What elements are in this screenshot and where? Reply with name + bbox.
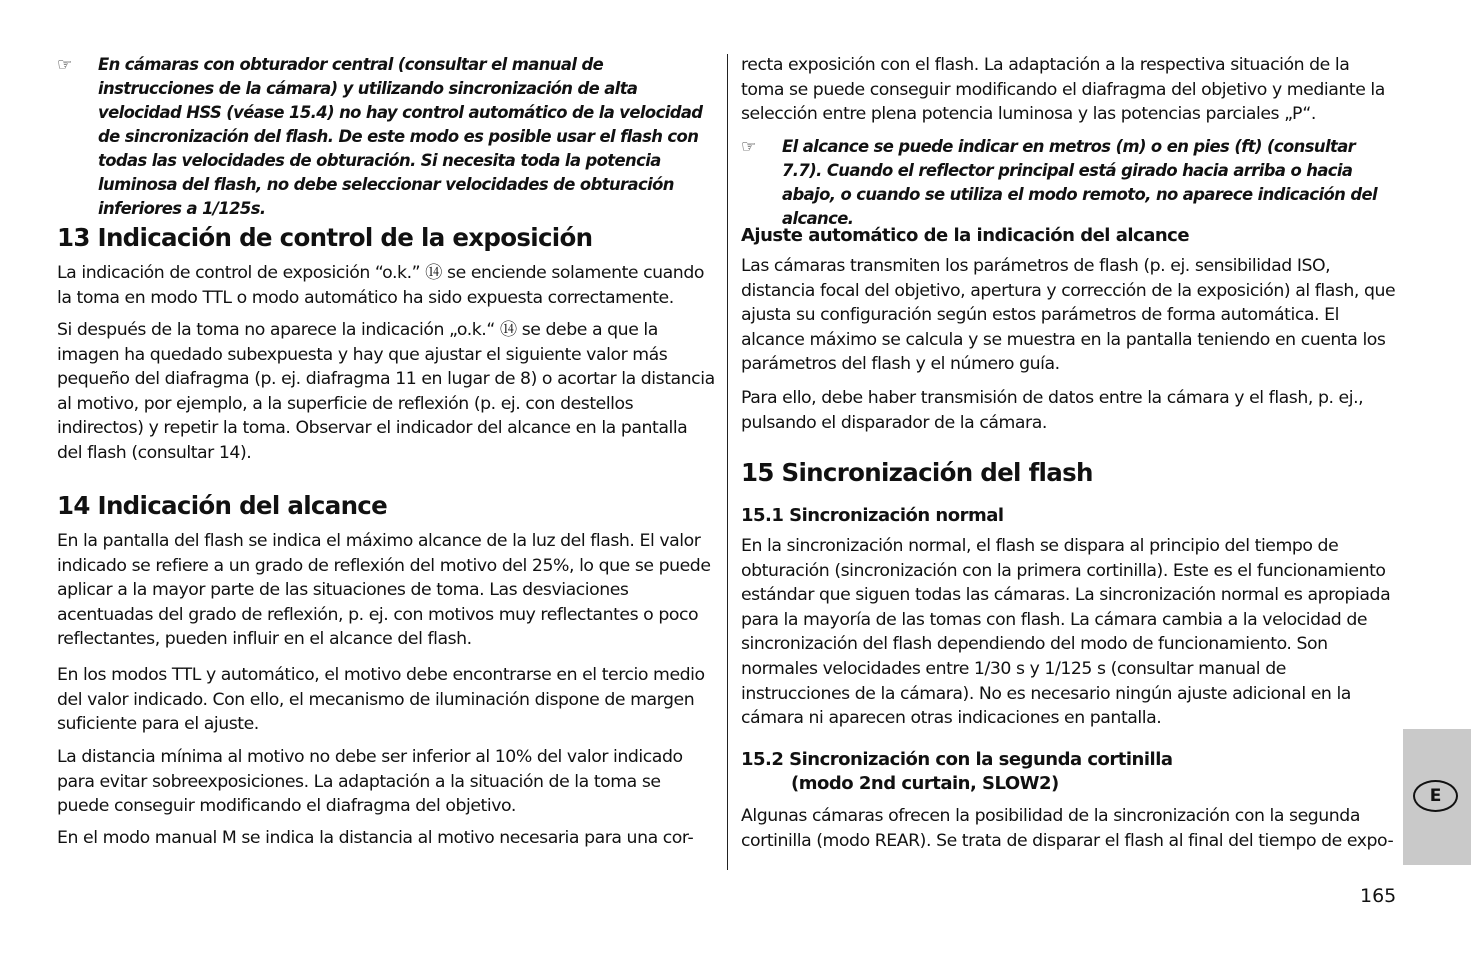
section-15-heading: 15 Sincronización del flash: [741, 458, 1093, 487]
language-tab: [1403, 729, 1471, 865]
section-15-2-heading-line-1: 15.2 Sincronización con la segunda cortinilla: [741, 749, 1173, 770]
section-13-paragraph-1: La indicación de control de exposición “o.k.” ⑭ se enciende solamente cuando la toma en modo TTL o modo automático ha sido expuesta correctamente.: [57, 263, 704, 308]
language-tab-letter: E: [1413, 780, 1458, 812]
section-15-1-heading: 15.1 Sincronización normal: [741, 505, 1004, 526]
note-hss: [57, 53, 717, 221]
section-14-paragraph-1: En la pantalla del flash se indica el máximo alcance de la luz del flash. El valor indicado se refiere a un grado de reflexión del motivo del 25%, lo que se puede aplicar a la mayor parte de las situaciones de toma. Las desviaciones acentuadas del grado de reflexión, p. ej. con motivos muy reflectantes o poco reflectantes, pueden influir en el alcance del flash.: [57, 531, 711, 650]
note-range-text: El alcance se puede indicar en metros (m) o en pies (ft) (consultar 7.7). Cuando el reflector principal está girado hacia arriba o hacia abajo, o cuando se utiliza el modo remoto, no aparece indicación del alcance.: [782, 137, 1378, 228]
section-14-paragraph-3: La distancia mínima al motivo no debe ser inferior al 10% del valor indicado para evitar sobreexposiciones. La adaptación a la situación de la toma se puede conseguir modificando el diafragma del objetivo.: [57, 747, 683, 817]
section-14-paragraph-2: En los modos TTL y automático, el motivo debe encontrarse en el tercio medio del valor indicado. Con ello, el mecanismo de iluminación dispone de margen suficiente para el ajuste.: [57, 665, 705, 735]
section-15-2-heading: [741, 748, 1397, 796]
section-15-2-paragraph: Algunas cámaras ofrecen la posibilidad de la sincronización con la segunda cortinilla (modo REAR). Se trata de disparar el flash al final del tiempo de expo-: [741, 806, 1394, 851]
column-divider: [727, 54, 728, 870]
section-14-paragraph-4-cont: recta exposición con el flash. La adaptación a la respectiva situación de la toma se puede conseguir modificando el diafragma del objetivo y mediante la selección entre plena potencia luminosa y las potencias parciales „P“.: [741, 55, 1385, 125]
pointing-hand-icon: ☞: [741, 137, 756, 157]
section-13-heading: 13 Indicación de control de la exposición: [57, 223, 593, 252]
section-15-1-paragraph: En la sincronización normal, el flash se dispara al principio del tiempo de obturación (sincronización con la primera cortinilla). Este es el funcionamiento estándar que siguen todas las cámaras. La sincronización normal es apropiada para la mayoría de las tomas con flash. La cámara cambia a la velocidad de sincronización del flash dependiendo del modo de funcionamiento. Son normales velocidades entre 1/30 s y 1/125 s (consultar manual de instrucciones de la cámara). No es necesario ningún ajuste adicional en la cámara ni aparecen otras indicaciones en pantalla.: [741, 536, 1391, 729]
auto-range-heading: Ajuste automático de la indicación del alcance: [741, 225, 1190, 246]
auto-range-paragraph-1: Las cámaras transmiten los parámetros de flash (p. ej. sensibilidad ISO, distancia focal del objetivo, apertura y corrección de la exposición) al flash, que ajusta su configuración según estos parámetros de forma automática. El alcance máximo se calcula y se muestra en la pantalla teniendo en cuenta los parámetros del flash y el número guía.: [741, 256, 1396, 375]
section-15-2-heading-line-2: (modo 2nd curtain, SLOW2): [791, 773, 1059, 794]
section-13-paragraph-2: Si después de la toma no aparece la indicación „o.k.“ ⑭ se debe a que la imagen ha quedado subexpuesta y hay que ajustar el siguiente valor más pequeño del diafragma (p. ej. diafragma 11 en lugar de 8) o acortar la distancia al motivo, por ejemplo, a la superficie de reflexión (p. ej. con destellos indirectos) y repetir la toma. Observar el indicador del alcance en la pantalla del flash (consultar 14).: [57, 320, 715, 463]
auto-range-paragraph-2: Para ello, debe haber transmisión de datos entre la cámara y el flash, p. ej., pulsando el disparador de la cámara.: [741, 388, 1364, 433]
section-14-heading: 14 Indicación del alcance: [57, 491, 388, 520]
section-14-paragraph-4: En el modo manual M se indica la distancia al motivo necesaria para una cor-: [57, 828, 694, 848]
note-hss-text: En cámaras con obturador central (consultar el manual de instrucciones de la cámara) y utilizando sincronización de alta velocidad HSS (véase 15.4) no hay control automático de la velocidad de sincronización del flash. De este modo es posible usar el flash con todas las velocidades de obturación. Si necesita toda la potencia luminosa del flash, no debe seleccionar velocidades de obturación inferiores a 1/125s.: [98, 55, 703, 218]
pointing-hand-icon: ☞: [57, 55, 72, 75]
page-number: 165: [1360, 885, 1397, 907]
note-range: [741, 135, 1397, 231]
